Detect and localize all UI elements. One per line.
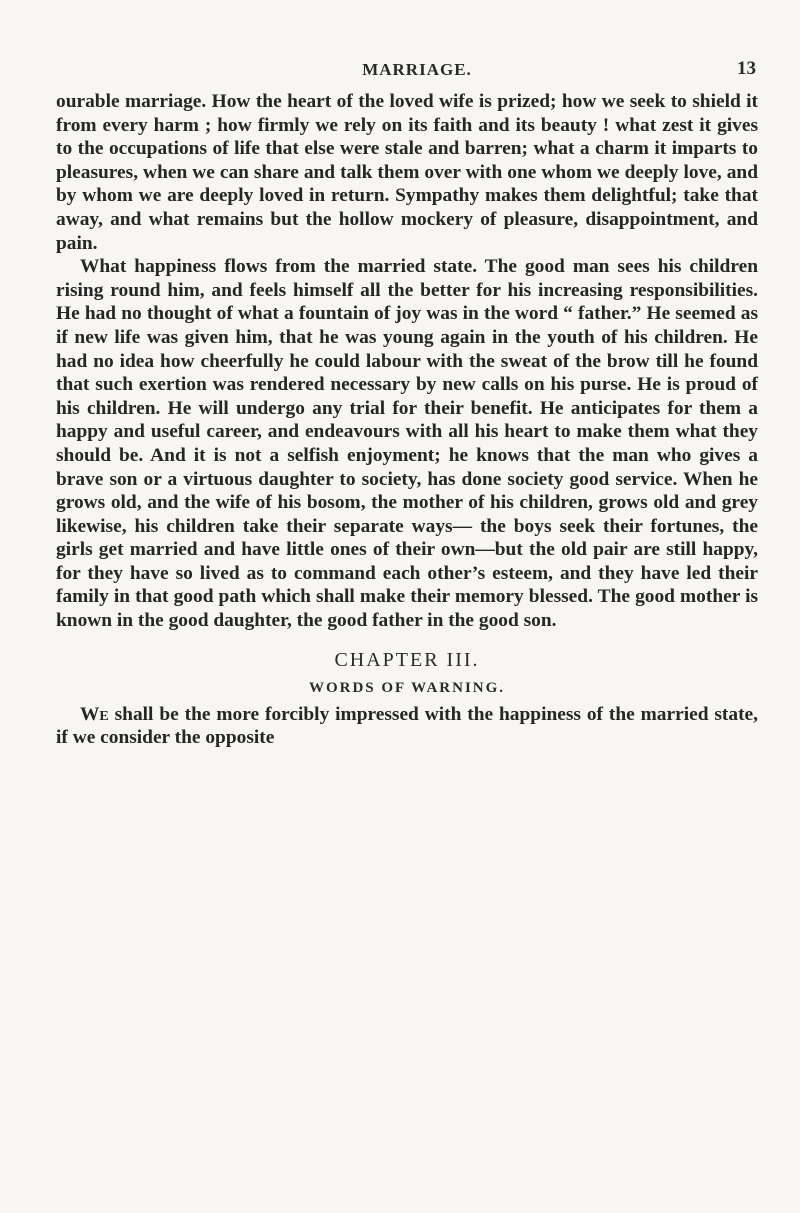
opening-word: We — [80, 703, 109, 725]
chapter-heading: CHAPTER III. — [334, 648, 480, 671]
book-page — [56, 50, 758, 750]
paragraph-continued: ourable marriage. How the heart of the loved wife is prized; how we seek to shield it from every harm ; how firmly we rely on its faith and its beauty ! what zest it gives to the occupations of life that else were stale and barren; what a charm it imparts to pleasures, when we can share and talk them over with one whom we deeply love, and by whom we are deeply loved in return. Sympathy makes them delightful; take that away, and what remains but the hollow mockery of pleasure, disappointment, and pain. — [56, 91, 758, 254]
opening-text: shall be the more forcibly impressed with the happiness of the married state, if we consider the opposite — [56, 703, 758, 749]
running-head — [56, 50, 758, 90]
paragraph-chapter-opening — [56, 703, 758, 750]
page-number: 13 — [737, 58, 756, 79]
chapter-subheading: WORDS OF WARNING. — [308, 679, 506, 696]
paragraph-married-state: What happiness flows from the married state. The good man sees his children rising round him, and feels himself all the better for his increasing responsibilities. He had no thought of what a fountain of joy was in the word “ father.” He seemed as if new life was given him, that he was young again in the youth of his children. He had no idea how cheerfully he could labour with the sweat of the brow till he found that such exertion was rendered necessary by new calls on his purse. He is proud of his children. He will undergo any trial for their benefit. He anticipates for them a happy and useful career, and endeavours with all his heart to make them what they should be. And it is not a selfish enjoyment; he knows that the man who gives a brave son or a virtuous daughter to society, has done society good service. When he grows old, and the wife of his bosom, the mother of his children, grows old and grey likewise, his children take their separate ways— the boys seek their fortunes, the girls get married and have little ones of their own—but the old pair are still happy, for they have so lived as to command each other’s esteem, and they have led their family in that good path which shall make their memory blessed. The good mother is known in the good daughter, the good father in the good son. — [56, 256, 758, 632]
running-title: MARRIAGE. — [362, 60, 472, 79]
